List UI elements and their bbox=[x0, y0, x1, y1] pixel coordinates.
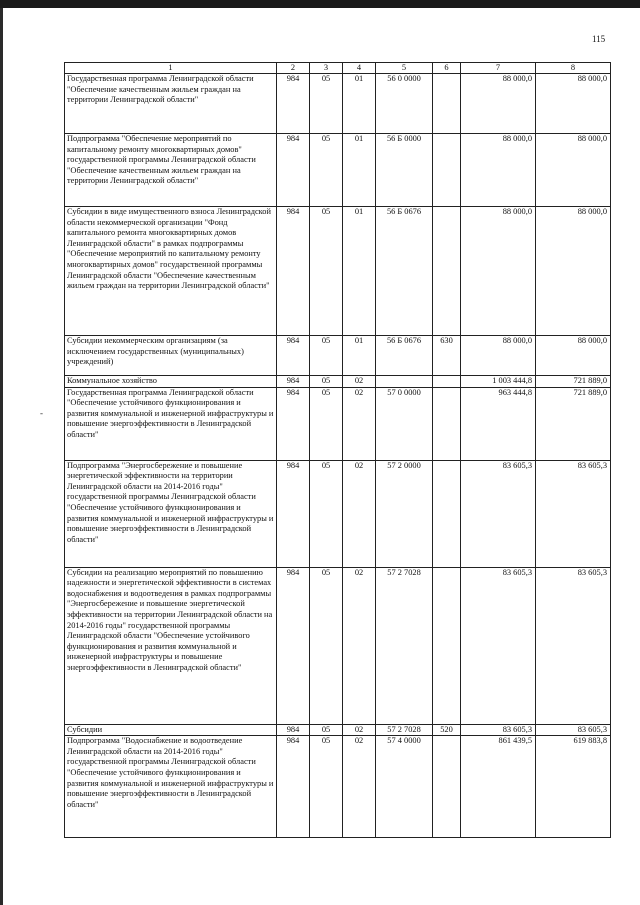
row-amount-2: 83 605,3 bbox=[536, 724, 611, 736]
row-amount-2: 88 000,0 bbox=[536, 207, 611, 336]
row-expense-type: 520 bbox=[433, 724, 461, 736]
column-header: 1 bbox=[65, 63, 277, 74]
row-target-code: 57 2 0000 bbox=[376, 460, 433, 567]
row-ministry-code: 984 bbox=[277, 134, 310, 207]
table-row bbox=[65, 724, 611, 736]
scan-top-border bbox=[0, 0, 640, 8]
row-ministry-code: 984 bbox=[277, 376, 310, 388]
row-subsection-code: 01 bbox=[343, 74, 376, 134]
row-expense-type bbox=[433, 207, 461, 336]
scan-left-edge bbox=[0, 8, 3, 905]
column-header: 3 bbox=[310, 63, 343, 74]
row-amount-1: 88 000,0 bbox=[461, 207, 536, 336]
table-row bbox=[65, 460, 611, 567]
column-header: 8 bbox=[536, 63, 611, 74]
row-ministry-code: 984 bbox=[277, 567, 310, 724]
row-ministry-code: 984 bbox=[277, 336, 310, 376]
row-section-code: 05 bbox=[310, 460, 343, 567]
row-amount-1: 83 605,3 bbox=[461, 724, 536, 736]
row-name: Субсидии на реализацию мероприятий по повышению надежности и энергетической эффективности в системах водоснабжения и водоотведения в рамках подпрограммы "Энергосбережение и повышение энергетической эффективности на территории Ленинградской области на 2014-2016 годы" государственной программы Ленинградской области "Обеспечение устойчивого функционирования и развития коммунальной и инженерной инфраструктуры и повышение энергоэффективности в Ленинградской области" bbox=[65, 567, 277, 724]
row-ministry-code: 984 bbox=[277, 460, 310, 567]
row-target-code: 57 0 0000 bbox=[376, 387, 433, 460]
table-row bbox=[65, 736, 611, 838]
row-expense-type bbox=[433, 567, 461, 724]
row-target-code bbox=[376, 376, 433, 388]
row-amount-1: 963 444,8 bbox=[461, 387, 536, 460]
table-row bbox=[65, 74, 611, 134]
table-row bbox=[65, 336, 611, 376]
row-subsection-code: 02 bbox=[343, 460, 376, 567]
row-expense-type: 630 bbox=[433, 336, 461, 376]
row-amount-2: 721 889,0 bbox=[536, 387, 611, 460]
table-row bbox=[65, 376, 611, 388]
column-header: 7 bbox=[461, 63, 536, 74]
row-amount-1: 83 605,3 bbox=[461, 567, 536, 724]
row-section-code: 05 bbox=[310, 736, 343, 838]
row-target-code: 57 2 7028 bbox=[376, 724, 433, 736]
row-amount-2: 83 605,3 bbox=[536, 460, 611, 567]
margin-mark: - bbox=[40, 408, 43, 418]
row-amount-1: 88 000,0 bbox=[461, 74, 536, 134]
page-number: 115 bbox=[592, 34, 606, 44]
row-name: Субсидии в виде имущественного взноса Ленинградской области некоммерческой организации "Фонд капитального ремонта многоквартирных домов Ленинградской области" в рамках подпрограммы "Обеспечение мероприятий по капитальному ремонту многоквартирных домов" государственной программы Ленинградской области "Обеспечение качественным жильем граждан на территории Ленинградской области" bbox=[65, 207, 277, 336]
row-target-code: 56 Б 0000 bbox=[376, 134, 433, 207]
row-target-code: 57 4 0000 bbox=[376, 736, 433, 838]
row-name: Подпрограмма "Энергосбережение и повышение энергетической эффективности на территории Ленинградской области на 2014-2016 годы" государственной программы Ленинградской области "Обеспечение устойчивого функционирования и развития коммунальной и инженерной инфраструктуры и повышение энергоэффективности в Ленинградской области" bbox=[65, 460, 277, 567]
row-amount-2: 721 889,0 bbox=[536, 376, 611, 388]
row-ministry-code: 984 bbox=[277, 207, 310, 336]
row-ministry-code: 984 bbox=[277, 724, 310, 736]
row-subsection-code: 02 bbox=[343, 567, 376, 724]
row-amount-1: 88 000,0 bbox=[461, 336, 536, 376]
row-amount-1: 861 439,5 bbox=[461, 736, 536, 838]
row-ministry-code: 984 bbox=[277, 74, 310, 134]
column-header: 4 bbox=[343, 63, 376, 74]
row-amount-2: 88 000,0 bbox=[536, 336, 611, 376]
row-subsection-code: 01 bbox=[343, 336, 376, 376]
row-amount-2: 619 883,8 bbox=[536, 736, 611, 838]
table-row bbox=[65, 207, 611, 336]
row-name: Подпрограмма "Обеспечение мероприятий по капитальному ремонту многоквартирных домов" государственной программы Ленинградской области "Обеспечение качественным жильем граждан на территории Ленинградской области" bbox=[65, 134, 277, 207]
row-subsection-code: 01 bbox=[343, 134, 376, 207]
row-amount-2: 88 000,0 bbox=[536, 74, 611, 134]
row-subsection-code: 02 bbox=[343, 376, 376, 388]
row-name: Субсидии bbox=[65, 724, 277, 736]
row-target-code: 56 Б 0676 bbox=[376, 207, 433, 336]
row-amount-1: 88 000,0 bbox=[461, 134, 536, 207]
row-amount-2: 83 605,3 bbox=[536, 567, 611, 724]
row-subsection-code: 02 bbox=[343, 736, 376, 838]
row-subsection-code: 01 bbox=[343, 207, 376, 336]
row-expense-type bbox=[433, 460, 461, 567]
row-expense-type bbox=[433, 387, 461, 460]
row-section-code: 05 bbox=[310, 567, 343, 724]
row-subsection-code: 02 bbox=[343, 387, 376, 460]
budget-table bbox=[64, 62, 611, 838]
table-row bbox=[65, 387, 611, 460]
row-expense-type bbox=[433, 134, 461, 207]
row-name: Субсидии некоммерческим организациям (за исключением государственных (муниципальных) учреждений) bbox=[65, 336, 277, 376]
column-header: 5 bbox=[376, 63, 433, 74]
row-amount-1: 1 003 444,8 bbox=[461, 376, 536, 388]
table-row bbox=[65, 567, 611, 724]
column-header: 2 bbox=[277, 63, 310, 74]
row-section-code: 05 bbox=[310, 134, 343, 207]
row-subsection-code: 02 bbox=[343, 724, 376, 736]
row-section-code: 05 bbox=[310, 74, 343, 134]
row-amount-1: 83 605,3 bbox=[461, 460, 536, 567]
row-ministry-code: 984 bbox=[277, 387, 310, 460]
column-header: 6 bbox=[433, 63, 461, 74]
row-target-code: 57 2 7028 bbox=[376, 567, 433, 724]
row-name: Подпрограмма "Водоснабжение и водоотведение Ленинградской области на 2014-2016 годы" государственной программы Ленинградской области "Обеспечение устойчивого функционирования и развития коммунальной и инженерной инфраструктуры и повышение энергоэффективности в Ленинградской области" bbox=[65, 736, 277, 838]
row-amount-2: 88 000,0 bbox=[536, 134, 611, 207]
row-section-code: 05 bbox=[310, 724, 343, 736]
table-row bbox=[65, 134, 611, 207]
row-ministry-code: 984 bbox=[277, 736, 310, 838]
row-expense-type bbox=[433, 74, 461, 134]
row-name: Государственная программа Ленинградской области "Обеспечение качественным жильем граждан на территории Ленинградской области" bbox=[65, 74, 277, 134]
row-expense-type bbox=[433, 736, 461, 838]
row-section-code: 05 bbox=[310, 387, 343, 460]
row-name: Коммунальное хозяйство bbox=[65, 376, 277, 388]
table-header-row bbox=[65, 63, 611, 74]
row-expense-type bbox=[433, 376, 461, 388]
row-target-code: 56 0 0000 bbox=[376, 74, 433, 134]
row-section-code: 05 bbox=[310, 207, 343, 336]
row-section-code: 05 bbox=[310, 376, 343, 388]
row-target-code: 56 Б 0676 bbox=[376, 336, 433, 376]
row-name: Государственная программа Ленинградской области "Обеспечение устойчивого функционирования и развития коммунальной и инженерной инфраструктуры и повышение энергоэффективности в Ленинградской области" bbox=[65, 387, 277, 460]
row-section-code: 05 bbox=[310, 336, 343, 376]
